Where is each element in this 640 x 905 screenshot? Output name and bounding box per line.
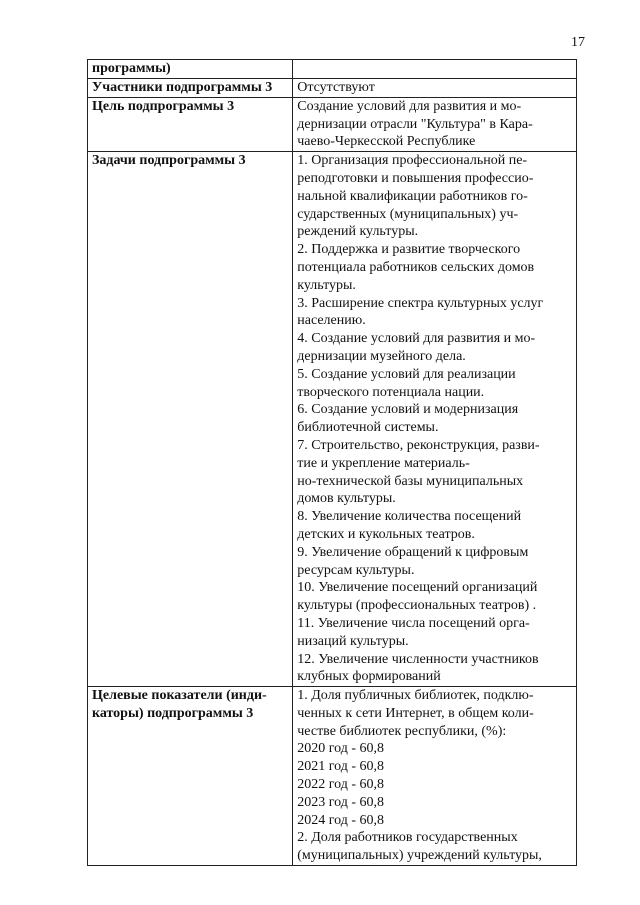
table-row — [88, 79, 577, 98]
value-line: 2022 год - 60,8 — [297, 777, 385, 793]
value-line: 2. Доля работников государственных — [297, 830, 518, 846]
value-line: библиотечной системы. — [297, 420, 439, 436]
value-line: 1. Доля публичных библиотек, подклю- — [297, 688, 534, 704]
value-line: 9. Увеличение обращений к цифровым — [297, 544, 529, 560]
value-line: 1. Организация профессиональной пе- — [297, 153, 528, 169]
value-line: творческого потенциала нации. — [297, 384, 485, 400]
row-label-indicators — [88, 687, 293, 866]
row-value-indicators — [293, 687, 577, 866]
page-number: 17 — [571, 35, 585, 50]
table-row — [88, 97, 577, 151]
value-line: 2024 год - 60,8 — [297, 812, 385, 828]
value-line: низаций культуры. — [297, 633, 409, 649]
value-line: культуры (профессиональных театров) . — [297, 598, 537, 614]
label-line: Участники подпрограммы 3 — [92, 80, 273, 95]
value-line: 7. Строительство, реконструкция, разви- — [297, 437, 540, 453]
value-line: реподготовки и повышения профессио- — [297, 170, 534, 186]
value-line: сударственных (муниципальных) уч- — [297, 206, 519, 222]
row-label-programs-cont — [88, 60, 293, 79]
value-line: 11. Увеличение числа посещений орга- — [297, 615, 530, 631]
value-line: 2. Поддержка и развитие творческого — [297, 242, 521, 258]
value-line: ресурсам культуры. — [297, 562, 415, 578]
value-line: тие и укрепление материаль- — [297, 455, 470, 471]
value-line: дернизации музейного дела. — [297, 348, 466, 364]
value-line: дернизации отрасли "Культура" в Кара- — [297, 116, 533, 132]
value-line: 10. Увеличение посещений организаций — [297, 580, 538, 596]
value-line: но-технической базы муниципальных — [297, 473, 524, 489]
row-value-tasks — [293, 152, 577, 687]
value-line: нальной квалификации работников го- — [297, 188, 528, 204]
table-row — [88, 152, 577, 687]
value-line: Создание условий для развития и мо- — [297, 98, 522, 114]
value-line: потенциала работников сельских домов — [297, 259, 535, 275]
label-line: Задачи подпрограммы 3 — [92, 153, 246, 169]
value-line: чаево-Черкесской Республике — [297, 134, 476, 150]
value-line: детских и кукольных театров. — [297, 526, 475, 542]
value-line: 4. Создание условий для развития и мо- — [297, 331, 536, 347]
value-line: культуры. — [297, 277, 356, 293]
value-line: 8. Увеличение количества посещений — [297, 509, 522, 525]
value-line: 3. Расширение спектра культурных услуг — [297, 295, 544, 311]
value-line: 2023 год - 60,8 — [297, 794, 385, 810]
label-line: каторы) подпрограммы 3 — [92, 705, 254, 721]
label-line: Целевые показатели (инди- — [92, 688, 267, 704]
row-label-goal — [88, 97, 293, 151]
value-line: 2020 год - 60,8 — [297, 741, 385, 757]
table-row — [88, 60, 577, 79]
value-line: 12. Увеличение численности участников — [297, 651, 539, 667]
row-value-goal — [293, 97, 577, 151]
value-line: 2021 год - 60,8 — [297, 759, 385, 775]
label-line: программы) — [92, 61, 171, 76]
row-value-participants — [293, 79, 577, 98]
value-line: Отсутствуют — [297, 80, 375, 95]
table-row — [88, 687, 577, 866]
row-label-tasks — [88, 152, 293, 687]
value-line: (муниципальных) учреждений культуры, — [297, 848, 542, 864]
value-line: ченных к сети Интернет, в общем коли- — [297, 705, 534, 721]
value-line: домов культуры. — [297, 491, 396, 507]
subprogram-passport-table — [87, 59, 577, 866]
value-line: населению. — [297, 313, 366, 329]
row-value-empty — [293, 60, 577, 79]
label-line: Цель подпрограммы 3 — [92, 98, 235, 114]
row-label-participants — [88, 79, 293, 98]
value-line: реждений культуры. — [297, 224, 419, 240]
value-line: 5. Создание условий для реализации — [297, 366, 516, 382]
value-line: честве библиотек республики, (%): — [297, 723, 507, 739]
value-line: клубных формирований — [297, 669, 441, 685]
value-line: 6. Создание условий и модернизация — [297, 402, 519, 418]
